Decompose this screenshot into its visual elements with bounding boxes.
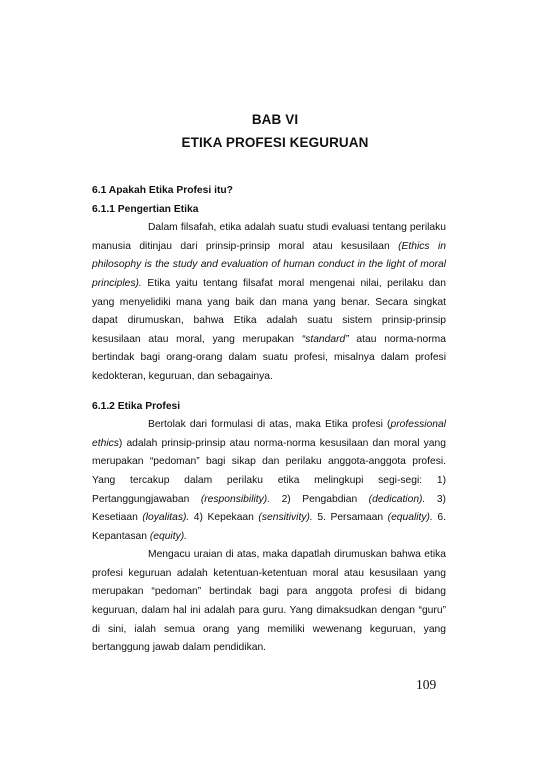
italic-run: (Ethics in philosophy is the study and evaluation of human conduct in the light of moral principles). [92,240,446,289]
paragraph-pengertian-etika [92,219,446,386]
section-heading-6-1: 6.1 Apakah Etika Profesi itu? [92,185,233,196]
italic-run: professional ethics [92,419,446,449]
paragraph-etika-profesi-2: Mengacu uraian di atas, maka dapatlah dirumuskan bahwa etika profesi keguruan adalah ketentuan-ketentuan moral atau kesusilaan yang merupakan “pedoman” bertindak bagi para anggota profesi di bidang keguruan, dalam hal ini adalah para guru. Yang dimaksudkan dengan “guru” di sini, ialah semua orang yang memiliki wewenang keguruan, yang bertanggung jawab dalam pendidikan. [92,549,446,654]
section-heading-6-1-1: 6.1.1 Pengertian Etika [92,203,199,215]
text-run: Bertolak dari formulasi di atas, maka Etika profesi ( [148,419,391,431]
text-run: ) adalah prinsip-prinsip atau norma-norma kesusilaan dan moral yang merupakan “pedoman” bagi sikap dan perilaku anggota-anggota profesi. Yang tercakup dalam perilaku etika melingkupi segi-segi: 1) Pertanggungjawaban [92,437,446,505]
paragraph-etika-profesi-1 [92,416,446,546]
italic-run: (responsibility). [200,493,271,505]
text-run: 4) Kepekaan [189,512,259,524]
chapter-title: ETIKA PROFESI KEGURUAN [181,135,369,150]
text-run: Etika yaitu tentang filsafat moral mengenai nilai, perilaku dan yang menyelidiki mana yang baik dan mana yang benar. Secara singkat dapat dirumuskan, bahwa Etika adalah suatu sistem prinsip-prinsip kesusilaan atau moral, yang merupakan [92,277,446,345]
page-number: 109 [416,677,437,692]
text-run: Dalam filsafah, etika adalah suatu studi evaluasi tentang perilaku manusia ditinjau dari prinsip-prinsip moral atau kesusilaan [92,222,446,252]
italic-run: (sensitivity). [258,512,313,524]
italic-run: (dedication). [368,493,426,505]
text-run: atau norma-norma bertindak bagi orang-orang dalam suatu profesi, misalnya dalam profesi kedokteran, keguruan, dan sebagainya. [92,333,446,382]
chapter-number: BAB VI [251,112,299,127]
section-heading-6-1-2: 6.1.2 Etika Profesi [92,400,181,412]
text-run: 2) Pengabdian [270,493,369,505]
text-run: 5. Persamaan [312,512,388,524]
italic-run: (loyalitas). [142,512,190,524]
italic-run: “standard” [301,333,349,345]
text-run: 6. Kepantasan [92,512,446,542]
body-text [92,182,446,658]
text-run: 3) Kesetiaan [92,493,446,524]
italic-run: (equity). [149,530,188,542]
italic-run: (equality). [387,512,433,524]
